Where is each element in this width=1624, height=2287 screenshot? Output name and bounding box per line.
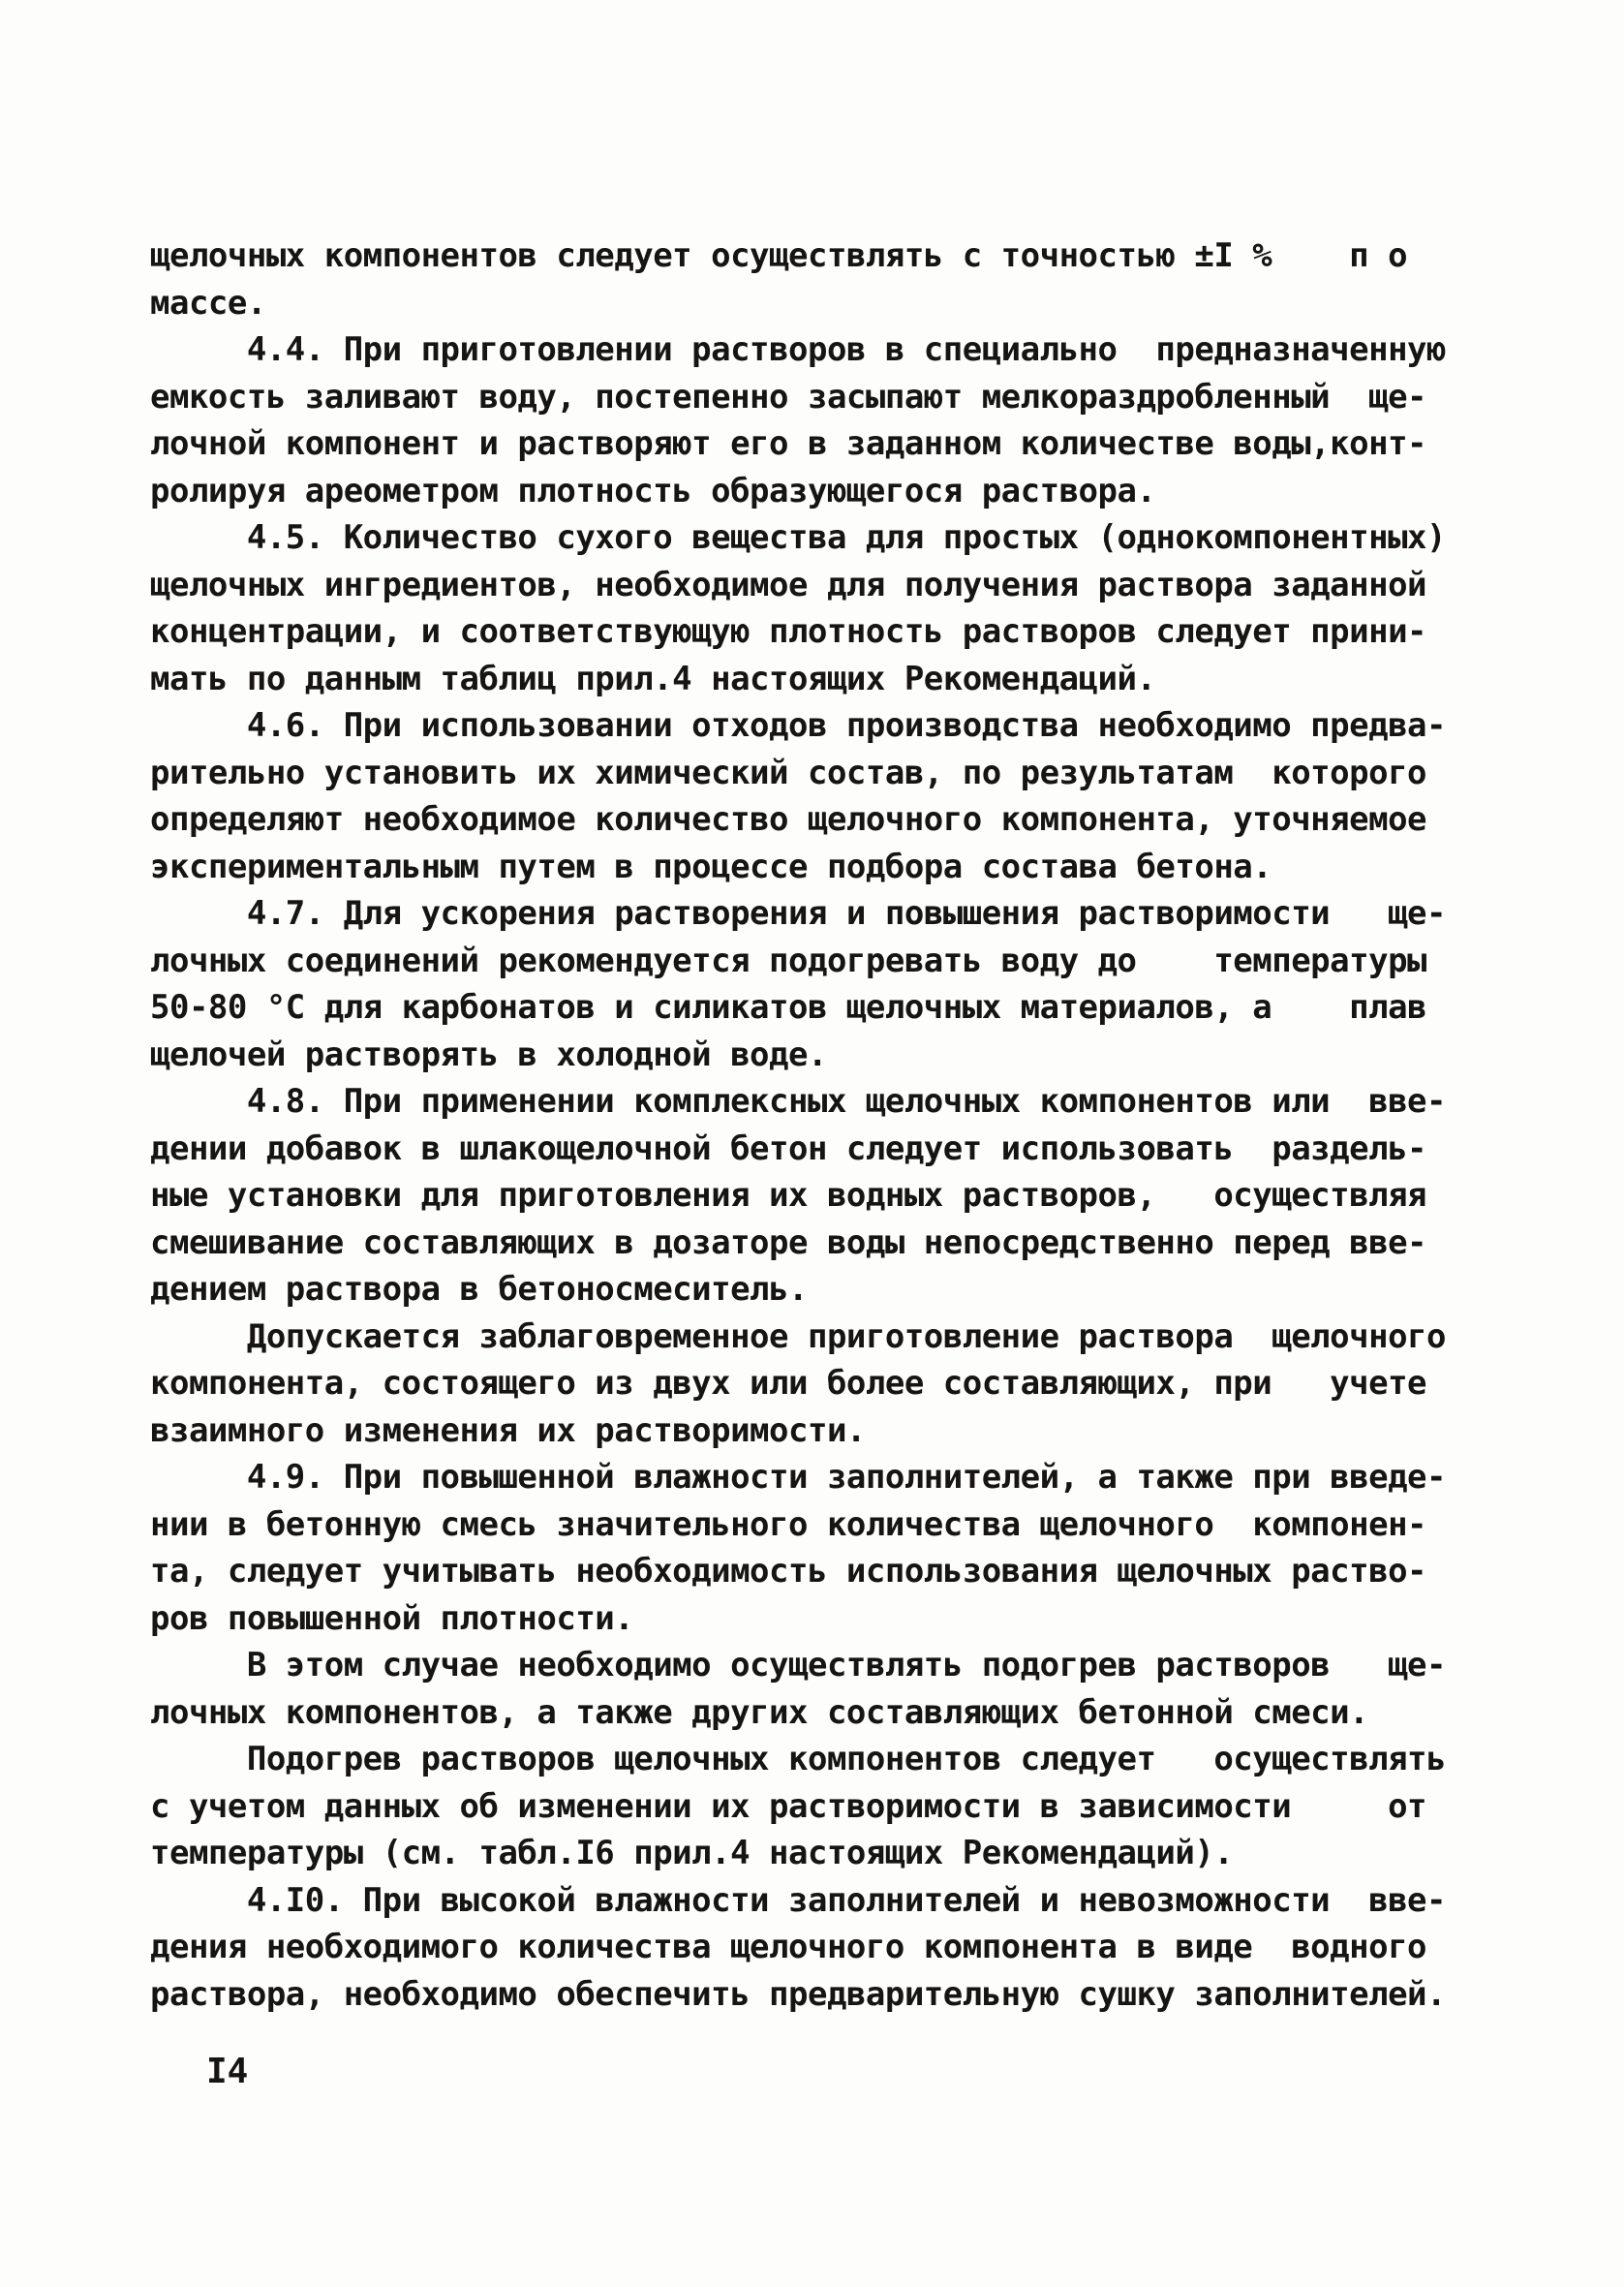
text-line: дении добавок в шлакощелочной бетон следует использовать раздель- bbox=[150, 1128, 1427, 1168]
text-line: ров повышенной плотности. bbox=[150, 1598, 634, 1638]
text-line: В этом случае необходимо осуществлять подогрев растворов ще- bbox=[150, 1646, 1446, 1684]
text-line: емкость заливают воду, постепенно засыпают мелкораздробленный ще- bbox=[150, 377, 1427, 417]
text-line: массе. bbox=[150, 283, 266, 323]
text-line: ные установки для приготовления их водных растворов, осуществляя bbox=[150, 1176, 1427, 1215]
document-text bbox=[150, 232, 1496, 2018]
text-line: мать по данным таблиц прил.4 настоящих Рекомендаций. bbox=[150, 659, 1156, 698]
text-line: 50-80 °С для карбонатов и силикатов щелочных материалов, а плав bbox=[150, 988, 1427, 1027]
text-line: щелочей растворять в холодной воде. bbox=[150, 1035, 827, 1074]
text-line: 4.6. При использовании отходов производства необходимо предва- bbox=[150, 706, 1446, 745]
text-line: определяют необходимое количество щелочного компонента, уточняемое bbox=[150, 800, 1427, 839]
text-line: лочной компонент и растворяют его в заданном количестве воды,конт- bbox=[150, 424, 1427, 463]
text-line: раствора, необходимо обеспечить предварительную сушку заполнителей. bbox=[150, 1974, 1446, 2014]
page-number: I4 bbox=[206, 2052, 249, 2091]
text-line: ролируя ареометром плотность образующегося раствора. bbox=[150, 471, 1156, 510]
text-line: дением раствора в бетоносмеситель. bbox=[150, 1270, 808, 1309]
text-line: компонента, состоящего из двух или более составляющих, при учете bbox=[150, 1364, 1427, 1403]
text-line: щелочных компонентов следует осуществлять с точностью ±I % п о bbox=[150, 236, 1408, 275]
text-line: дения необходимого количества щелочного компонента в виде водного bbox=[150, 1928, 1427, 1966]
text-line: лочных компонентов, а также других составляющих бетонной смеси. bbox=[150, 1692, 1369, 1732]
text-line: щелочных ингредиентов, необходимое для получения раствора заданной bbox=[150, 565, 1427, 604]
text-line: с учетом данных об изменении их растворимости в зависимости от bbox=[150, 1786, 1427, 1826]
text-line: экспериментальным путем в процессе подбора состава бетона. bbox=[150, 847, 1272, 886]
text-line: лочных соединений рекомендуется подогревать воду до температуры bbox=[150, 941, 1427, 980]
text-line: Допускается заблаговременное приготовление раствора щелочного bbox=[150, 1316, 1446, 1356]
text-line: 4.9. При повышенной влажности заполнителей, а также при введе- bbox=[150, 1458, 1446, 1497]
text-line: смешивание составляющих в дозаторе воды непосредственно перед вве- bbox=[150, 1222, 1427, 1262]
text-line: 4.8. При применении комплексных щелочных компонентов или вве- bbox=[150, 1082, 1446, 1121]
text-line: нии в бетонную смесь значительного количества щелочного компонен- bbox=[150, 1504, 1427, 1544]
text-line: Подогрев растворов щелочных компонентов следует осуществлять bbox=[150, 1740, 1446, 1778]
text-line: та, следует учитывать необходимость использования щелочных раство- bbox=[150, 1552, 1427, 1591]
text-line: взаимного изменения их растворимости. bbox=[150, 1410, 866, 1450]
text-line: концентрации, и соответствующую плотность растворов следует прини- bbox=[150, 612, 1427, 651]
text-line: 4.I0. При высокой влажности заполнителей и невозможности вве- bbox=[150, 1880, 1446, 1920]
text-line: 4.4. При приготовлении растворов в специально предназначенную bbox=[150, 330, 1446, 369]
text-line: рительно установить их химический состав, по результатам которого bbox=[150, 753, 1427, 792]
text-line: 4.7. Для ускорения растворения и повышения растворимости ще- bbox=[150, 894, 1446, 933]
text-line: 4.5. Количество сухого вещества для простых (однокомпонентных) bbox=[150, 518, 1446, 557]
text-line: температуры (см. табл.I6 прил.4 настоящих Рекомендаций). bbox=[150, 1834, 1234, 1872]
